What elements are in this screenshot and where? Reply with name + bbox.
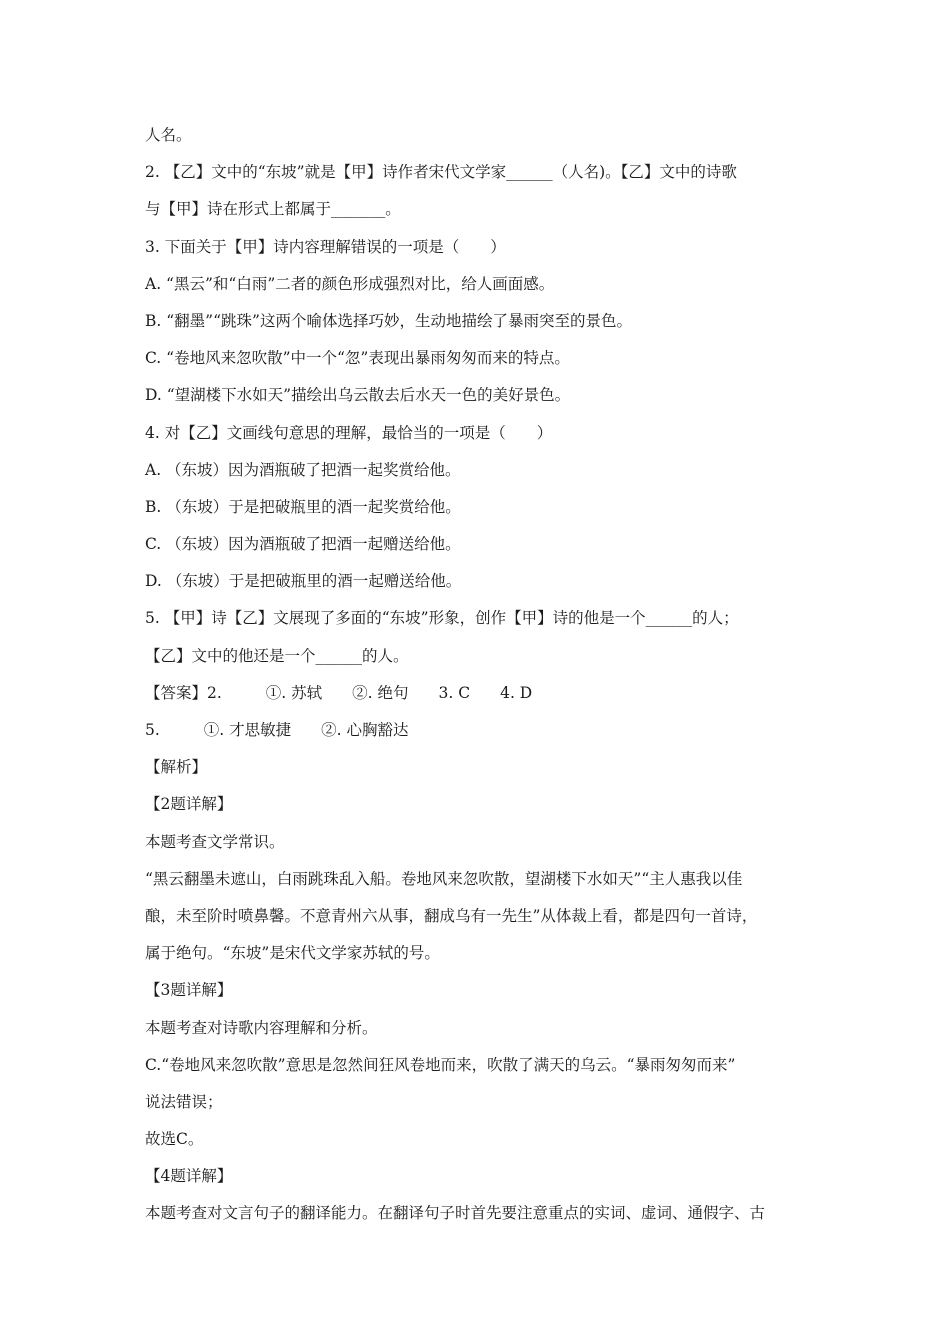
answer-q5-num: 5. (145, 721, 160, 739)
q4-detail-heading: 【4题详解】 (145, 1167, 233, 1186)
document-page (145, 117, 809, 1233)
question-4-option-a: A. （东坡）因为酒瓶破了把酒一起奖赏给他。 (145, 460, 461, 479)
text-line: 人名。 (145, 126, 192, 144)
question-2-line-1: 2. 【乙】文中的“东坡”就是【甲】诗作者宋代文学家______（人名)。【乙】文中的诗歌 (145, 163, 737, 182)
answer-row-q5 (145, 712, 809, 749)
analysis-text: “黑云翻墨未遮山，白雨跳珠乱入船。卷地风来忽吹散，望湖楼下水如天”“主人惠我以佳 (145, 869, 743, 888)
q2-detail-heading: 【2题详解】 (145, 795, 233, 814)
answer-q5-b: ②. 心胸豁达 (321, 721, 409, 739)
question-3-stem: 3. 下面关于【甲】诗内容理解错误的一项是（ ） (145, 237, 506, 256)
analysis-text: 本题考查文学常识。 (145, 832, 285, 851)
question-5-line-2: 【乙】文中的他还是一个______的人。 (145, 646, 409, 665)
question-4-stem: 4. 对【乙】文画线句意思的理解，最恰当的一项是（ ） (145, 423, 553, 442)
analysis-heading: 【解析】 (145, 758, 208, 777)
question-3-option-b: B. “翻墨”“跳珠”这两个喻体选择巧妙，生动地描绘了暴雨突至的景色。 (145, 311, 632, 330)
analysis-text: 本题考查对诗歌内容理解和分析。 (145, 1018, 378, 1037)
analysis-text: 属于绝句。“东坡”是宋代文学家苏轼的号。 (145, 944, 440, 963)
question-4-option-c: C. （东坡）因为酒瓶破了把酒一起赠送给他。 (145, 535, 461, 554)
answer-q5-a: ①. 才思敏捷 (203, 721, 292, 739)
question-4-option-d: D. （东坡）于是把破瓶里的酒一起赠送给他。 (145, 572, 462, 591)
answer-row (145, 675, 809, 712)
analysis-text: 本题考查对文言句子的翻译能力。在翻译句子时首先要注意重点的实词、虚词、通假字、古 (145, 1204, 766, 1223)
analysis-text: 说法错误； (145, 1092, 223, 1111)
question-4-option-b: B. （东坡）于是把破瓶里的酒一起奖赏给他。 (145, 497, 461, 516)
question-5-line-1: 5. 【甲】诗【乙】文展现了多面的“东坡”形象，创作【甲】诗的他是一个______的人； (145, 609, 739, 628)
q3-detail-heading: 【3题详解】 (145, 981, 233, 1000)
question-3-option-c: C. “卷地风来忽吹散”中一个“忽”表现出暴雨匆匆而来的特点。 (145, 349, 570, 368)
question-2-line-2: 与【甲】诗在形式上都属于_______。 (145, 200, 401, 219)
analysis-text: C.“卷地风来忽吹散”意思是忽然间狂风卷地而来，吹散了满天的乌云。“暴雨匆匆而来” (145, 1055, 736, 1074)
analysis-text: 故选C。 (145, 1130, 204, 1149)
answer-q3: 3. C (438, 683, 471, 702)
answer-label: 【答案】2. (145, 683, 222, 702)
answer-q2-b: ②. 绝句 (352, 683, 409, 702)
answer-q2-a: ①. 苏轼 (265, 683, 323, 702)
analysis-text: 酿，未至阶时喷鼻馨。不意青州六从事，翻成乌有一先生”从体裁上看，都是四句一首诗， (145, 906, 758, 925)
question-3-option-d: D. “望湖楼下水如天”描绘出乌云散去后水天一色的美好景色。 (145, 386, 571, 405)
question-3-option-a: A. “黑云”和“白雨”二者的颜色形成强烈对比，给人画面感。 (145, 274, 555, 293)
answer-q4: 4. D (500, 683, 533, 702)
